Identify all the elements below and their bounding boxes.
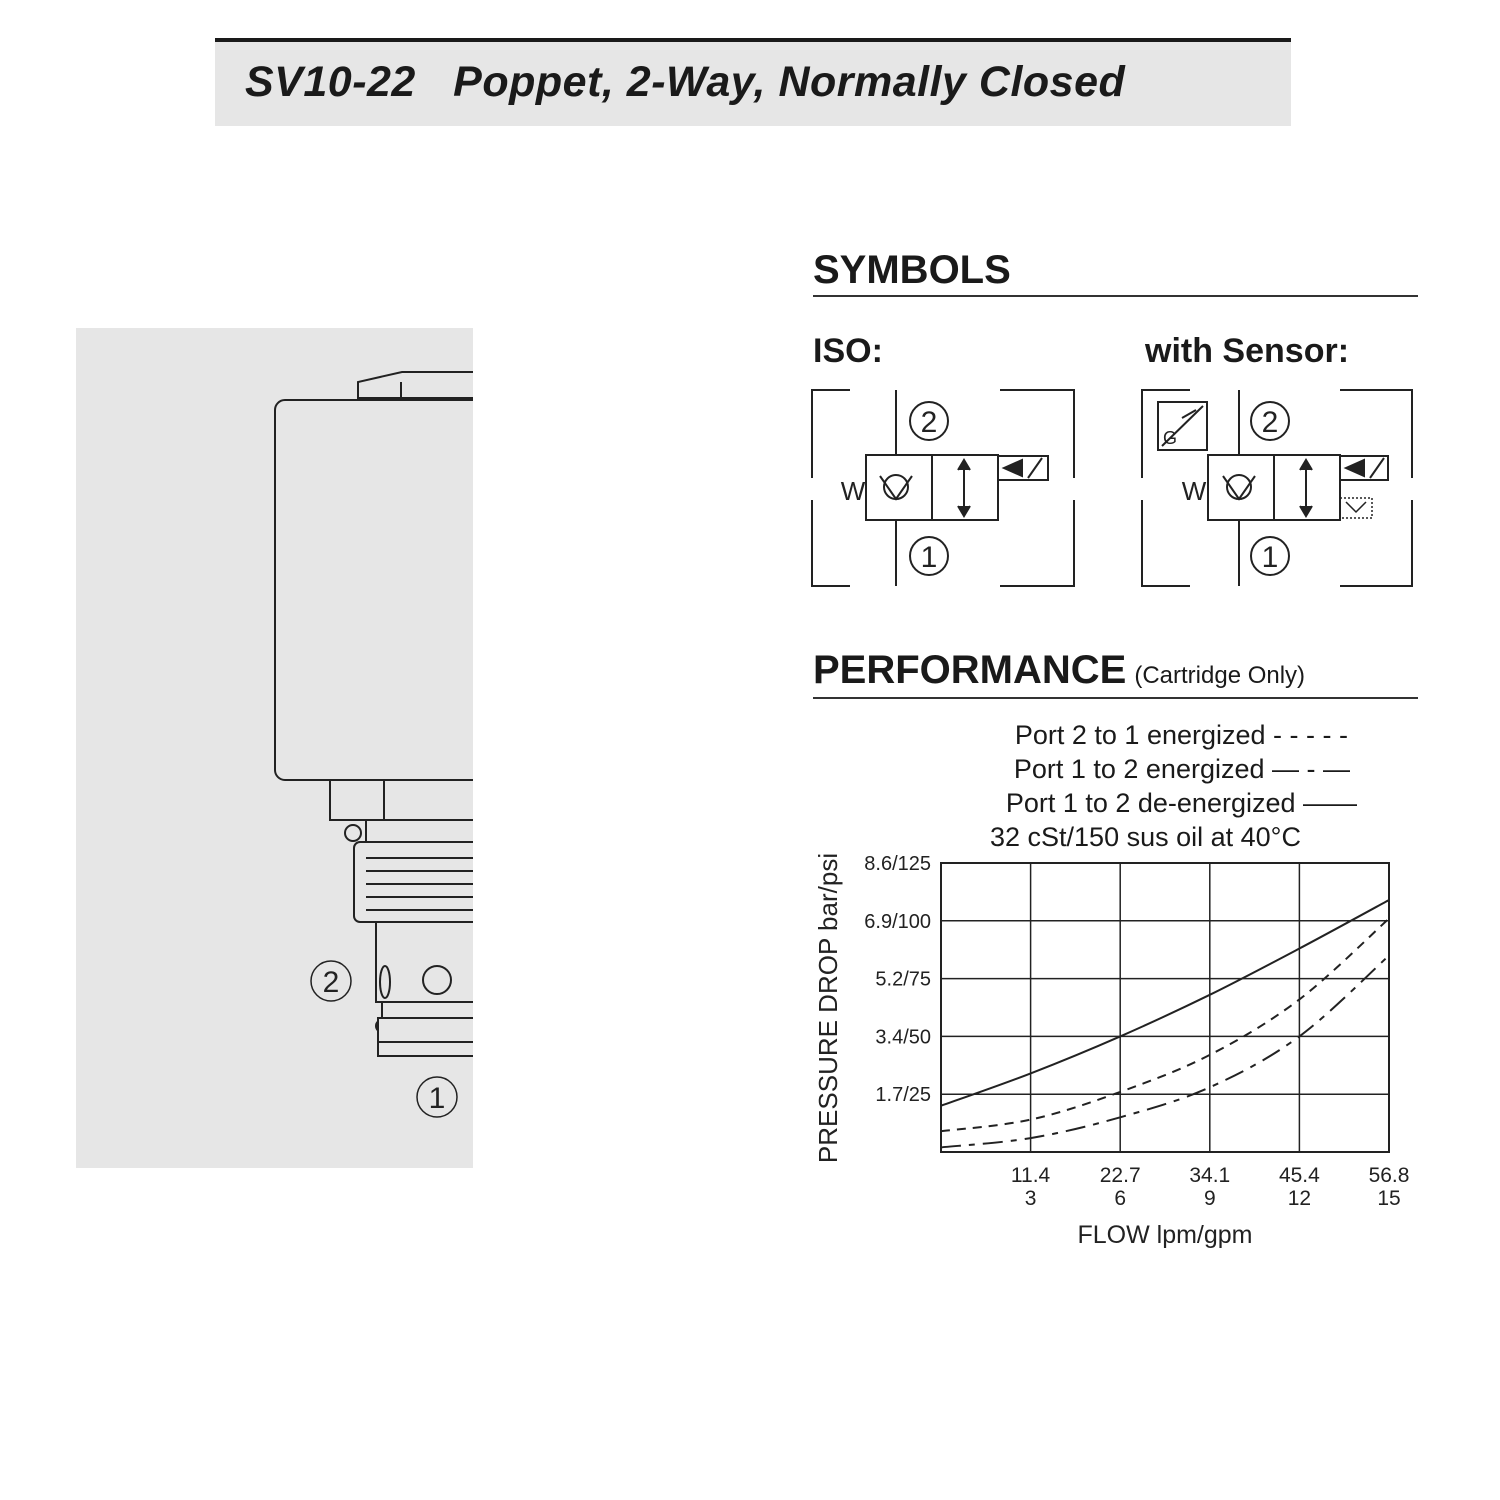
iso-spring-label: W xyxy=(840,476,866,506)
x-tick-label-lpm: 45.4 xyxy=(1278,1164,1320,1187)
x-tick-label-gpm: 15 xyxy=(1377,1187,1401,1210)
port-2-hole xyxy=(423,966,451,994)
chart-ylabel: PRESSURE DROP bar/psi xyxy=(813,852,843,1164)
legend-entry: Port 2 to 1 energized - - - - - xyxy=(1014,720,1348,750)
series-line-dashdot xyxy=(941,956,1389,1148)
x-tick-label-lpm: 22.7 xyxy=(1099,1164,1141,1187)
x-tick-label-lpm: 34.1 xyxy=(1189,1164,1231,1187)
coil-body xyxy=(275,400,473,780)
symbols-heading: SYMBOLS xyxy=(813,248,1011,292)
page-title: SV10-22 Poppet, 2-Way, Normally Closed xyxy=(245,58,1126,106)
sensor-symbol xyxy=(1142,390,1412,586)
chart-grid xyxy=(941,863,1389,1152)
x-tick-label-gpm: 6 xyxy=(1114,1187,1127,1210)
legend-entry: Port 1 to 2 de-energized —— xyxy=(1005,788,1357,818)
sensor-label: with Sensor: xyxy=(1145,332,1350,370)
y-tick-label: 3.4/50 xyxy=(875,1026,931,1049)
hex-nut xyxy=(330,780,473,820)
chart-xlabel: FLOW lpm/gpm xyxy=(1077,1221,1253,1249)
valve-illustration xyxy=(76,328,473,1168)
oil-condition-note: 32 cSt/150 sus oil at 40°C xyxy=(990,822,1301,852)
performance-subheading: (Cartridge Only) xyxy=(1134,662,1306,689)
iso-label: ISO: xyxy=(813,332,883,370)
series-line-dashed xyxy=(941,919,1389,1132)
port-body xyxy=(376,922,473,1002)
x-tick-label-gpm: 12 xyxy=(1287,1187,1312,1210)
series-line-solid xyxy=(941,900,1389,1106)
sensor-spring-label: W xyxy=(1181,476,1207,506)
legend-entry: Port 1 to 2 energized — - — xyxy=(1013,754,1350,784)
sensor-port-1: 1 xyxy=(1261,541,1279,574)
iso-port-2: 2 xyxy=(920,406,938,439)
chart-series xyxy=(941,900,1389,1147)
iso-symbol xyxy=(812,390,1074,586)
port-2-number: 2 xyxy=(322,966,340,999)
iso-port-1: 1 xyxy=(920,541,938,574)
y-tick-label: 5.2/75 xyxy=(875,968,931,991)
performance-title: PERFORMANCE xyxy=(813,648,1127,692)
title-bar xyxy=(215,38,1291,126)
x-tick-label-gpm: 3 xyxy=(1024,1187,1037,1210)
nose xyxy=(378,1018,473,1056)
sensor-glyph: G xyxy=(1162,428,1178,448)
x-tick-label-lpm: 11.4 xyxy=(1010,1164,1051,1187)
top-nut xyxy=(358,372,473,398)
valve-drawing-panel xyxy=(76,328,473,1168)
port-1-number: 1 xyxy=(428,1082,446,1115)
x-tick-label-lpm: 56.8 xyxy=(1368,1164,1410,1187)
chart-frame xyxy=(941,863,1389,1152)
y-tick-label: 6.9/100 xyxy=(864,910,931,933)
symbols-divider xyxy=(813,295,1418,297)
performance-divider xyxy=(813,697,1418,699)
sensor-port-2: 2 xyxy=(1261,406,1279,439)
x-tick-label-gpm: 9 xyxy=(1203,1187,1216,1210)
chart-ticks xyxy=(864,853,1409,1210)
y-tick-label: 8.6/125 xyxy=(864,853,931,875)
y-tick-label: 1.7/25 xyxy=(875,1084,931,1107)
performance-heading xyxy=(813,648,1305,693)
